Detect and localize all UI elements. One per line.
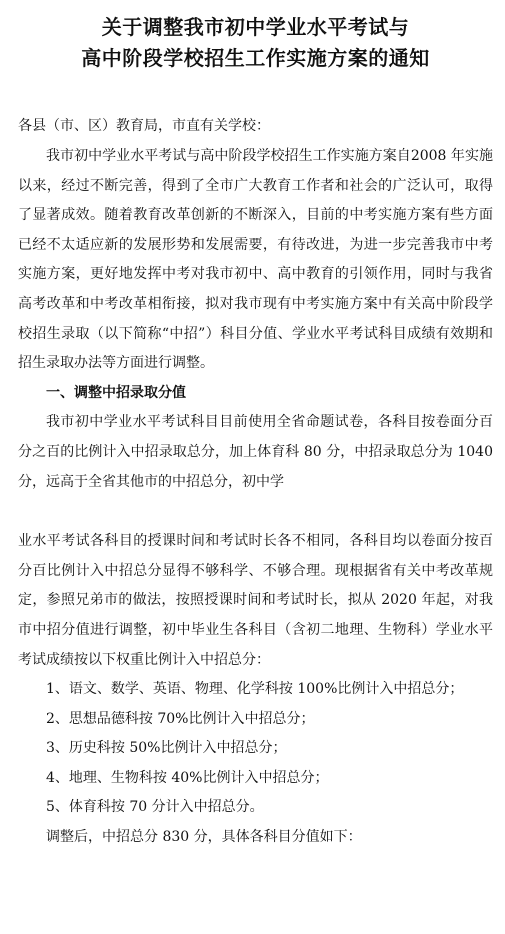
list-item: 1、语文、数学、英语、物理、化学科按 100%比例计入中招总分； [46,681,464,698]
section-1-heading: 一、调整中招录取分值 [46,384,186,401]
intro-paragraph: 我市初中学业水平考试与高中阶段学校招生工作实施方案自2008 年实施以来，经过不断完善，得到了全市广大教育工作者和社会的广泛认可，取得了显著成效。随着教育改革创新的不断深入，目前的中考实施方案有些方面已经不太适应新的发展形势和发展需要，有待改进，为进一步完善我市中考实施方案，更好地发挥中考对我市初中、高中教育的引领作用，同时与我省高考改革和中考改革相衔接，拟对我市现有中考实施方案中有关高中阶段学校招生录取（以下简称“中招”）科目分值、学业水平考试科目成绩有效期和招生录取办法等方面进行调整。 [18,148,493,372]
title-line-1: 关于调整我市初中学业水平考试与 [101,15,410,39]
page-gap [18,497,493,527]
list-item: 2、思想品德科按 70%比例计入中招总分； [46,710,315,727]
list-item: 5、体育科按 70 分计入中招总分。 [46,799,264,816]
title-line-2: 高中阶段学校招生工作实施方案的通知 [81,46,430,70]
section-1-paragraph-a: 我市初中学业水平考试科目目前使用全省命题试卷，各科目按卷面分百分之百的比例计入中招录取总分，加上体育科 80 分，中招录取总分为 1040 分，远高于全省其他市的中招总分，初中学 [18,414,493,490]
salutation: 各县（市、区）教育局，市直有关学校： [18,118,270,134]
closing-paragraph: 调整后，中招总分 830 分，具体各科目分值如下： [46,829,362,846]
document-title [18,12,493,74]
list-item: 4、地理、生物科按 40%比例计入中招总分； [46,769,329,786]
section-1-paragraph-b: 业水平考试各科目的授课时间和考试时长各不相同，各科目均以卷面分按百分百比例计入中招总分显得不够科学、不够合理。现根据省有关中考改革规定，参照兄弟市的做法，按照授课时间和考试时长，拟从 2020 年起，对我市中招分值进行调整，初中毕业生各科目（含初二地理、生物科）学业水平考试成绩按以下权重比例计入中招总分： [18,533,493,668]
list-item: 3、历史科按 50%比例计入中招总分； [46,740,287,757]
